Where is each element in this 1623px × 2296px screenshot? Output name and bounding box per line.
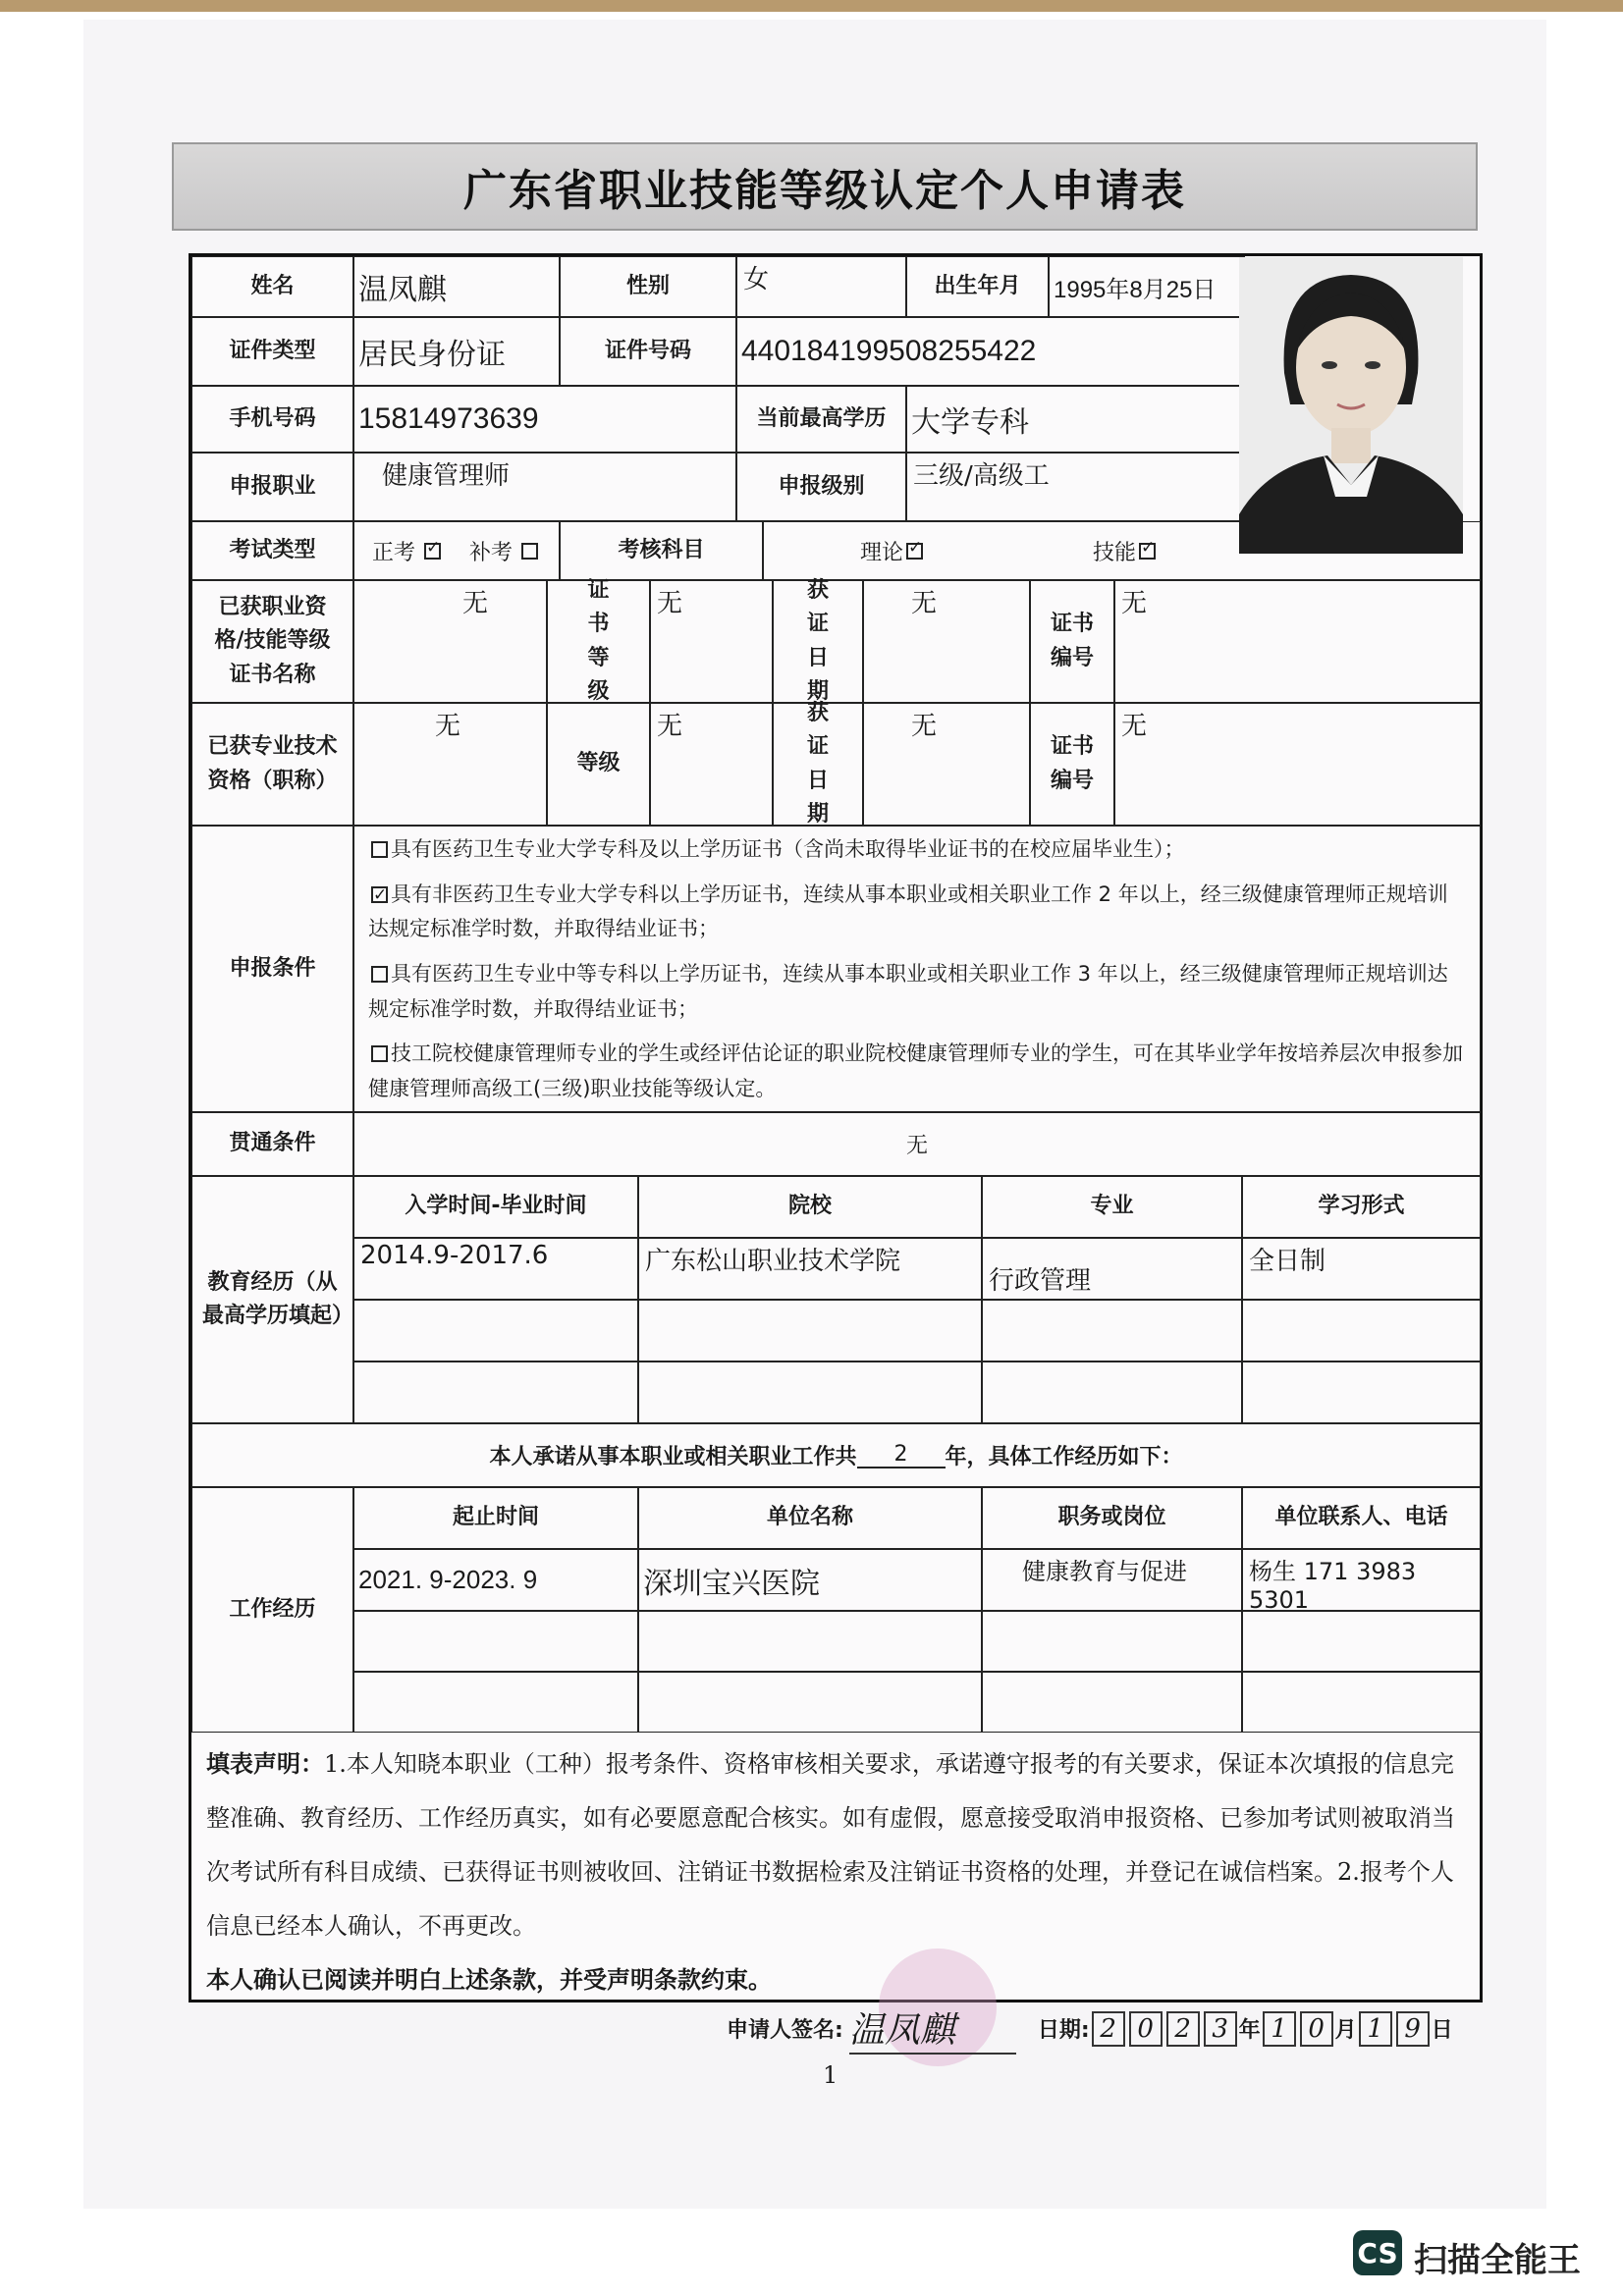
declaration-label: 填表声明： [206, 1750, 324, 1778]
name-label: 姓名 [191, 256, 353, 317]
portrait-image [1239, 257, 1463, 554]
work-cell: 深圳宝兴医院 [638, 1549, 982, 1611]
work-cell [638, 1611, 982, 1672]
condition-checkbox[interactable] [371, 841, 388, 858]
tech-title-label: 已获专业技术资格（职称） [191, 703, 353, 826]
date-digit: 0 [1300, 2011, 1333, 2047]
job-value: 健康管理师 [353, 453, 736, 521]
camscanner-logo-icon: CS [1353, 2230, 1402, 2275]
signature-row: 申请人签名: 温凤麒 日期: 2 0 2 3 年 1 0 月 1 9 日 [727, 2002, 1453, 2055]
cert-level-label: 证书等级 [547, 580, 650, 703]
edu-cell: 行政管理 [982, 1238, 1242, 1300]
condition-item: 技工院校健康管理师专业的学生或经评估论证的职业院校健康管理师专业的学生，可在其毕业学年按培养层次申报参加健康管理师高级工(三级)职业技能等级认定。 [368, 1041, 1463, 1101]
tech-date-value: 无 [863, 703, 1030, 826]
work-cell [353, 1611, 638, 1672]
edu-cell: 广东松山职业技术学院 [638, 1238, 982, 1300]
guantong-label: 贯通条件 [191, 1112, 353, 1176]
exam-makeup-checkbox[interactable] [521, 543, 538, 560]
date-digit: 0 [1129, 2011, 1163, 2047]
edu-label: 当前最高学历 [736, 386, 906, 453]
edu-cell [353, 1362, 638, 1423]
birth-value: 1995年8月25日 [1049, 256, 1245, 317]
work-header-contact: 单位联系人、电话 [1242, 1487, 1481, 1549]
exam-normal-label: 正考 [371, 540, 415, 565]
phone-value: 15814973639 [353, 386, 736, 453]
work-header-company: 单位名称 [638, 1487, 982, 1549]
form-title: 广东省职业技能等级认定个人申请表 [463, 166, 1186, 216]
work-cell [638, 1672, 982, 1733]
exam-makeup-label: 补考 [469, 540, 514, 565]
condition-checkbox[interactable] [371, 966, 388, 983]
qual-cert-value: 无 [353, 580, 547, 703]
cert-date-value: 无 [863, 580, 1030, 703]
signature-name: 温凤麒 [849, 2002, 1016, 2055]
edu-cell [353, 1300, 638, 1362]
birth-label: 出生年月 [906, 256, 1049, 317]
idno-label: 证件号码 [560, 317, 736, 386]
work-years: 2 [857, 1442, 946, 1468]
tech-title-value: 无 [353, 703, 547, 826]
top-edge [0, 0, 1623, 12]
education-label: 教育经历（从最高学历填起） [191, 1176, 353, 1423]
work-header-position: 职务或岗位 [982, 1487, 1242, 1549]
conditions-list [353, 826, 1481, 1112]
gender-value: 女 [736, 256, 906, 317]
name-value: 温凤麒 [353, 256, 560, 317]
condition-checkbox[interactable] [371, 1045, 388, 1062]
theory-checkbox[interactable] [906, 543, 923, 560]
edu-cell [1242, 1362, 1481, 1423]
cert-date-label: 获证日期 [773, 580, 863, 703]
edu-header-major: 专业 [982, 1176, 1242, 1238]
work-cell [982, 1611, 1242, 1672]
work-cell: 健康教育与促进 [982, 1549, 1242, 1611]
condition-checkbox[interactable] [371, 886, 388, 903]
camscanner-watermark: 扫描全能王 [1414, 2241, 1581, 2280]
edu-value: 大学专科 [906, 386, 1245, 453]
gender-label: 性别 [560, 256, 736, 317]
edu-cell [982, 1362, 1242, 1423]
theory-label: 理论 [860, 540, 904, 565]
applicant-photo [1239, 257, 1463, 554]
work-cell: 杨生 171 3983 5301 [1242, 1549, 1481, 1611]
idtype-label: 证件类型 [191, 317, 353, 386]
edu-cell: 全日制 [1242, 1238, 1481, 1300]
work-header-period: 起止时间 [353, 1487, 638, 1549]
cert-no-value: 无 [1114, 580, 1481, 703]
cert-no-label: 证书编号 [1030, 580, 1114, 703]
tech-no-value: 无 [1114, 703, 1481, 826]
date-digit: 2 [1092, 2011, 1125, 2047]
signature-label: 申请人签名: [727, 2018, 843, 2043]
condition-item: ✓具有非医药卫生专业大学专科以上学历证书，连续从事本职业或相关职业工作 2 年以上，经三级健康管理师正规培训达规定标准学时数，并取得结业证书； [368, 878, 1466, 947]
date-label: 日期: [1037, 2018, 1090, 2043]
conditions-label: 申报条件 [191, 826, 353, 1112]
edu-cell [638, 1300, 982, 1362]
phone-label: 手机号码 [191, 386, 353, 453]
edu-header-school: 院校 [638, 1176, 982, 1238]
page-number: 1 [823, 2061, 839, 2089]
work-cell [1242, 1611, 1481, 1672]
guantong-value: 无 [353, 1112, 1481, 1176]
examtype-label: 考试类型 [191, 521, 353, 580]
work-cell [353, 1672, 638, 1733]
qual-cert-label: 已获职业资格/技能等级证书名称 [191, 580, 353, 703]
cert-level-value: 无 [650, 580, 773, 703]
edu-cell [982, 1300, 1242, 1362]
edu-cell [1242, 1300, 1481, 1362]
tech-level-value: 无 [650, 703, 773, 826]
edu-cell: 2014.9-2017.6 [353, 1238, 638, 1300]
work-promise: 本人承诺从事本职业或相关职业工作共 2 年，具体工作经历如下： [191, 1423, 1481, 1487]
work-label: 工作经历 [191, 1487, 353, 1733]
title-bar [172, 142, 1478, 231]
date-digit: 3 [1204, 2011, 1237, 2047]
level-label: 申报级别 [736, 453, 906, 521]
subject-label: 考核科目 [560, 521, 763, 580]
work-cell [982, 1672, 1242, 1733]
date-digit: 1 [1263, 2011, 1296, 2047]
declaration-confirm: 本人确认已阅读并明白上述条款，并受声明条款约束。 [206, 1966, 772, 1994]
condition-item: 具有医药卫生专业大学专科及以上学历证书（含尚未取得毕业证书的在校应届毕业生）； [368, 832, 1466, 868]
edu-header-period: 入学时间-毕业时间 [353, 1176, 638, 1238]
exam-normal-checkbox[interactable] [424, 543, 441, 560]
tech-date-label: 获证日期 [773, 703, 863, 826]
work-cell [1242, 1672, 1481, 1733]
declaration [206, 1737, 1473, 2007]
condition-item: 具有医药卫生专业中等专科以上学历证书，连续从事本职业或相关职业工作 3 年以上，经三级健康管理师正规培训达规定标准学时数，并取得结业证书； [368, 962, 1448, 1021]
date-digit: 9 [1396, 2011, 1430, 2047]
work-cell: 2021. 9-2023. 9 [353, 1549, 638, 1611]
tech-level-label: 等级 [547, 703, 650, 826]
skill-label: 技能 [1093, 540, 1137, 565]
edu-cell [638, 1362, 982, 1423]
edu-header-mode: 学习形式 [1242, 1176, 1481, 1238]
date-digit: 1 [1359, 2011, 1392, 2047]
date-digit: 2 [1166, 2011, 1200, 2047]
level-value: 三级/高级工 [906, 453, 1245, 521]
idtype-value: 居民身份证 [353, 317, 560, 386]
declaration-text: 1.本人知晓本职业（工种）报考条件、资格审核相关要求，承诺遵守报考的有关要求，保证本次填报的信息完整准确、教育经历、工作经历真实，如有必要愿意配合核实。如有虚假，愿意接受取消申报资格、已参加考试则被取消当次考试所有科目成绩、已获得证书则被收回、注销证书数据检索及注销证书资格的处理，并登记在诚信档案。2.报考个人信息已经本人确认，不再更改。 [206, 1750, 1455, 1940]
examtype-options [353, 521, 560, 580]
job-label: 申报职业 [191, 453, 353, 521]
tech-no-label: 证书编号 [1030, 703, 1114, 826]
skill-checkbox[interactable] [1139, 543, 1156, 560]
idno-value: 440184199508255422 [736, 317, 1245, 386]
